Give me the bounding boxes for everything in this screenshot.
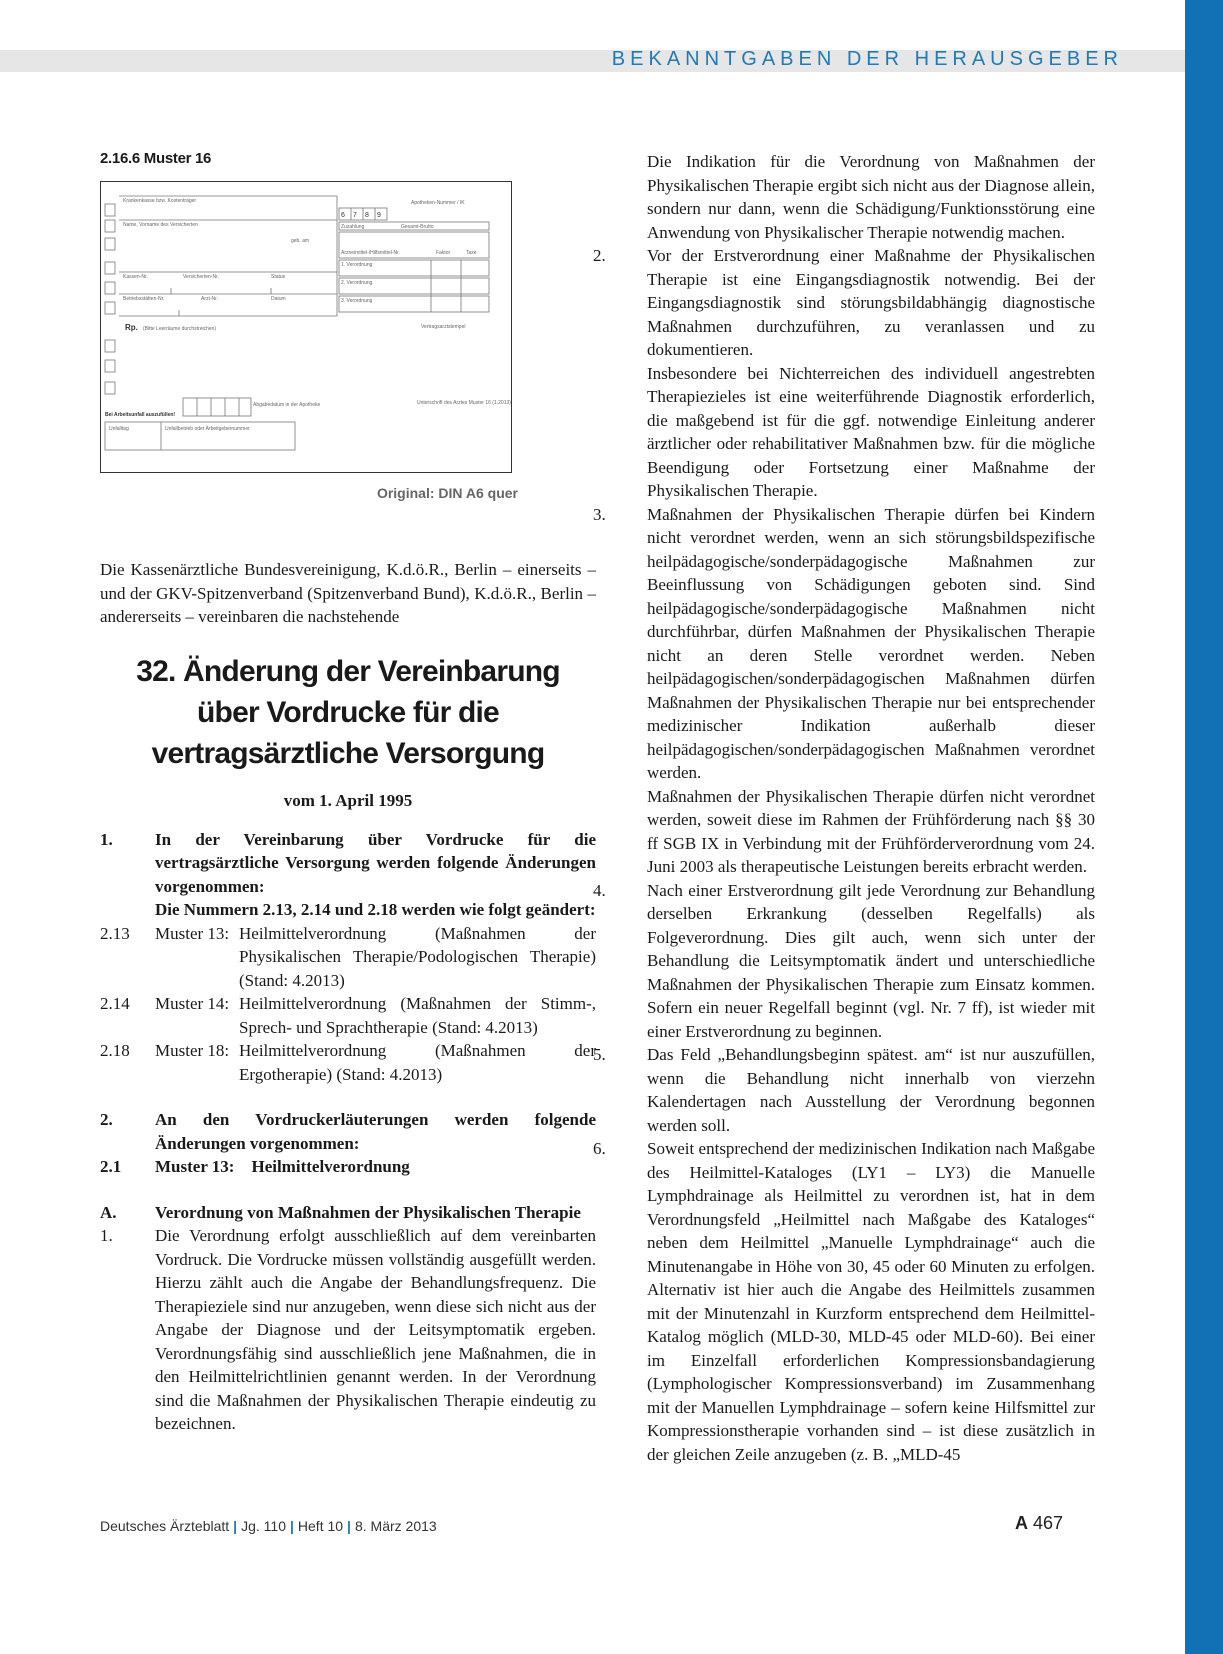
item-2-number: 2. (100, 1110, 113, 1129)
form-label-abgabedatum: Abgabedatum in der Apotheke (253, 402, 321, 408)
form-label-arzneimittel: Arzneimittel-/Hilfsmittel-Nr. (341, 250, 400, 256)
figure-section-label: 2.16.6 Muster 16 (100, 150, 212, 167)
form-label-unfallbetrieb: Unfallbetrieb oder Arbeitgebernummer (165, 426, 250, 432)
muster-text: Heilmittelverordnung (Maßnahmen der Stimm-, Sprech- und Sprachtherapie (Stand: 4.2013) (239, 994, 596, 1037)
page-prefix: A (1014, 1513, 1028, 1533)
item-1 (100, 828, 596, 922)
footer-volume: Jg. 110 (241, 1518, 286, 1534)
footer-issue: Heft 10 (297, 1518, 344, 1534)
form-label-stempel: Vertragsarztstempel (421, 324, 466, 330)
item-2 (100, 1108, 596, 1155)
right-item (593, 1137, 1095, 1466)
muster-label: Muster 13: (155, 923, 230, 943)
right-item-number: 4. (593, 880, 606, 900)
muster-text: Heilmittelverordnung (Maßnahmen der Ergotherapie) (Stand: 4.2013) (239, 1041, 596, 1084)
document-date: vom 1. April 1995 (283, 790, 413, 810)
footer-citation (100, 1518, 437, 1534)
form-label-v2: 2. Verordnung (341, 280, 373, 286)
right-item-number: 2. (593, 246, 606, 265)
item-2-1 (100, 1155, 596, 1179)
form-code-6: 6 (341, 212, 345, 219)
item-1-subtext: Die Nummern 2.13, 2.14 und 2.18 werden wie folgt geändert: (155, 900, 596, 919)
muster-number: 2.13 (100, 923, 130, 943)
form-code-8: 8 (365, 212, 369, 219)
right-paragraph-0: Die Indikation für die Verordnung von Maßnahmen der Physikalischen Therapie ergibt sich nicht aus der Diagnose allein, sondern nur dann, wenn die Schädigung/Funktionsstörung eine Anwendung von Physikalischer Therapie notwendig machen. (647, 152, 1095, 242)
right-item-number: 3. (593, 504, 606, 524)
right-item (593, 244, 1095, 503)
muster-text: Heilmittelverordnung (Maßnahmen der Physikalischen Therapie/Podologischen Therapie) (Stand: 4.2013) (239, 923, 596, 990)
figure-caption: Original: DIN A6 quer (376, 485, 518, 501)
title-line-1: 32. Änderung der Vereinbarung (136, 654, 560, 688)
page-number (1015, 1513, 1063, 1534)
muster-row (100, 992, 596, 1039)
right-item-number: 6. (593, 1139, 606, 1158)
muster-label: Muster 14: (155, 994, 230, 1013)
right-item (593, 503, 1095, 879)
item-2-text: An den Vordruckerläuterungen werden folgende Änderungen vorgenommen: (155, 1110, 596, 1153)
right-item (593, 879, 1095, 1044)
form-label-betriebsstaette: Betriebsstätten-Nr. (123, 296, 165, 302)
right-item-text: Nach einer Erstverordnung gilt jede Verordnung zur Behandlung derselben Erkrankung (desselben Regelfalls) als Folgeverordnung. Dies gilt auch, wenn sich unter der Behandlung die Leitsymptomatik ändert und unterschiedliche Maßnahmen der Physikalischen Therapie zum Einsatz kommen. Sofern ein neuer Regelfall beginnt (vgl. Nr. 7 ff), ist wieder mit einer Erstverordnung zu beginnen. (647, 880, 1095, 1041)
right-item (593, 1043, 1095, 1137)
item-a (100, 1201, 596, 1225)
muster-number: 2.18 (100, 1041, 130, 1060)
muster-label: Muster 18: (155, 1041, 230, 1060)
form-label-v3: 3. Verordnung (341, 298, 373, 304)
form-label-v1: 1. Verordnung (341, 262, 373, 268)
form-label-unfalltag: Unfalltag (109, 426, 129, 432)
right-item-extra: Maßnahmen der Physikalischen Therapie dürfen nicht verordnet werden, soweit diese im Rahmen der Frühförderung nach §§ 30 ff SGB IX in Verbindung mit der Frühförderverordnung vom 24. Juni 2003 als therapeutische Leistungen bereits erbracht werden. (647, 786, 1095, 876)
muster-16-form-image (100, 181, 512, 473)
footer-journal: Deutsches Ärzteblatt (100, 1518, 230, 1534)
right-item-text: Soweit entsprechend der medizinischen Indikation nach Maßgabe des Heilmittel-Kataloges (LY1 – LY3) die Manuelle Lymphdrainage als Heilmittel zu verordnen ist, hat in dem Verordnungsfeld „Heilmittel nach Maßgabe des Kataloges“ neben dem Heilmittel „Manuelle Lymphdrainage“ auch die Minutenangabe in Höhe von 30, 45 oder 60 Minuten zu erfolgen. Alternativ ist hier auch die Angabe des Heilmittels zusammen mit der Minutenzahl in Kurzform entsprechend dem Heilmittel-Katalog möglich (MLD-30, MLD-45 oder MLD-60). Bei einer im Einzelfall erforderlichen Kompressionsbandagierung (Lymphologischer Kompressionsverband) im Zusammenhang mit der Manuellen Lymphdrainage – sofern keine Hilfsmittel zur Kompressionstherapie vorhanden sind – ist diese zusätzlich in der gleichen Zeile anzugeben (z. B. „MLD-45 (647, 1139, 1095, 1464)
paragraph-1 (100, 1224, 596, 1436)
footer-date: 8. März 2013 (354, 1518, 437, 1534)
muster-number: 2.14 (100, 994, 130, 1013)
item-2-1-text: Muster 13: Heilmittelverordnung (155, 1157, 410, 1176)
form-label-zuzahlung: Zuzahlung (341, 224, 365, 230)
form-label-status: Status (271, 274, 286, 280)
form-label-apotheken-nr: Apotheken-Nummer / IK (411, 200, 465, 206)
form-label-arbeitsunfall: Bei Arbeitsunfall auszufüllen! (105, 412, 176, 418)
title-line-2: über Vordrucke für die (197, 695, 499, 729)
form-label-arzt-nr: Arzt-Nr. (201, 296, 218, 302)
item-2-1-number: 2.1 (100, 1157, 122, 1176)
item-1-number: 1. (100, 829, 113, 849)
footer-separator: | (347, 1518, 351, 1534)
item-1-text: In der Vereinbarung über Vordrucke für die vertragsärztliche Versorgung werden folgende Änderungen vorgenommen: (155, 829, 596, 896)
form-label-rp-hint: (Bitte Leerräume durchstreichen) (143, 326, 217, 332)
right-item-extra: Insbesondere bei Nichterreichen des individuell angestrebten Therapiezieles ist eine weiterführende Diagnostik erforderlich, die maßgebend ist für die ggf. notwendige Einleitung anderer ärztlicher oder rehabilitativer Maßnahmen bzw. für die mögliche Beendigung oder Fortsetzung einer Maßnahme der Physikalischen Therapie. (647, 363, 1095, 500)
form-label-name: Name, Vorname des Versicherten (123, 222, 198, 228)
right-column (593, 150, 1095, 1466)
item-a-number: A. (100, 1202, 117, 1222)
paragraph-1-text: Die Verordnung erfolgt ausschließlich auf dem vereinbarten Vordruck. Die Vordrucke müssen vollständig ausgefüllt werden. Hierzu zählt auch die Angabe der Behandlungsfrequenz. Die Therapieziele sind nur anzugeben, wenn diese sich nicht aus der Angabe der Diagnose und der Leitsymptomatik ergeben. Verordnungsfähig sind ausschließlich jene Maßnahmen, die in den Heilmittelrichtlinien genannt werden. In der Verordnung sind die Maßnahmen der Physikalischen Therapie eindeutig zu bezeichnen. (155, 1226, 596, 1433)
form-label-taxe: Taxe (466, 250, 477, 256)
item-a-text: Verordnung von Maßnahmen der Physikalischen Therapie (155, 1202, 581, 1222)
title-line-3: vertragsärztliche Versorgung (151, 736, 545, 770)
footer-separator: | (233, 1518, 238, 1534)
left-column (100, 150, 596, 1436)
section-header-title: BEKANNTGABEN DER HERAUSGEBER (611, 48, 1123, 70)
document-title (100, 651, 596, 774)
page-number-value: 467 (1032, 1513, 1063, 1533)
form-label-vers-nr: Versicherten-Nr. (183, 274, 219, 280)
right-item-text: Vor der Erstverordnung einer Maßnahme der Physikalischen Therapie ist eine Eingangsdiagnostik notwendig. Bei der Eingangsdiagnostik sind störungsbildabhängig diagnostische Maßnahmen durchzuführen, zu veranlassen und zu dokumentieren. (647, 246, 1095, 359)
footer-separator: | (289, 1518, 294, 1534)
form-label-gesamt-brutto: Gesamt-Brutto (401, 224, 434, 230)
form-drawing (101, 182, 511, 472)
paragraph-1-number: 1. (100, 1226, 113, 1245)
form-label-datum: Datum (271, 296, 286, 302)
intro-paragraph: Die Kassenärztliche Bundesvereinigung, K.d.ö.R., Berlin – einerseits – und der GKV-Spitzenverband (Spitzenverband Bund), K.d.ö.R., Berlin – andererseits – vereinbaren die nachstehende (100, 560, 596, 626)
right-item-text: Maßnahmen der Physikalischen Therapie dürfen bei Kindern nicht verordnet werden, wenn an sich störungsbildspezifische heilpädagogische/sonderpädagogische Maßnahmen zur Beeinflussung von Schädigungen geboten sind. Sind heilpädagogische/sonderpädagogische Maßnahmen nicht durchführbar, dürfen Maßnahmen der Physikalischen Therapie nicht an deren Stelle verordnet werden. Neben heilpädagogischen/sonderpädagogischen Maßnahmen dürfen Maßnahmen der Physikalischen Therapie nur bei entsprechender medizinischer Indikation außerhalb dieser heilpädagogischen/sonderpädagogischen Maßnahmen verordnet werden. (647, 504, 1095, 782)
side-color-bar (1185, 0, 1223, 1654)
form-label-unterschrift: Unterschrift des Arztes Muster 16 (1.2013) (417, 400, 511, 406)
form-code-9: 9 (377, 212, 381, 219)
right-item-number: 5. (593, 1045, 606, 1064)
muster-row (100, 1039, 596, 1086)
form-code-7: 7 (353, 212, 357, 219)
muster-row (100, 922, 596, 993)
form-label-kasse: Krankenkasse bzw. Kostenträger (123, 198, 197, 204)
form-label-rp: Rp. (125, 323, 138, 332)
form-label-faktor: Faktor (436, 250, 451, 256)
muster-list (100, 922, 596, 1087)
right-item-text: Das Feld „Behandlungsbeginn spätest. am“ ist nur auszufüllen, wenn die Behandlung nicht innerhalb von vierzehn Kalendertagen nach Ausstellung der Verordnung begonnen werden soll. (647, 1045, 1095, 1135)
form-label-kassen-nr: Kassen-Nr. (123, 274, 148, 280)
form-label-geb: geb. am (291, 238, 310, 244)
